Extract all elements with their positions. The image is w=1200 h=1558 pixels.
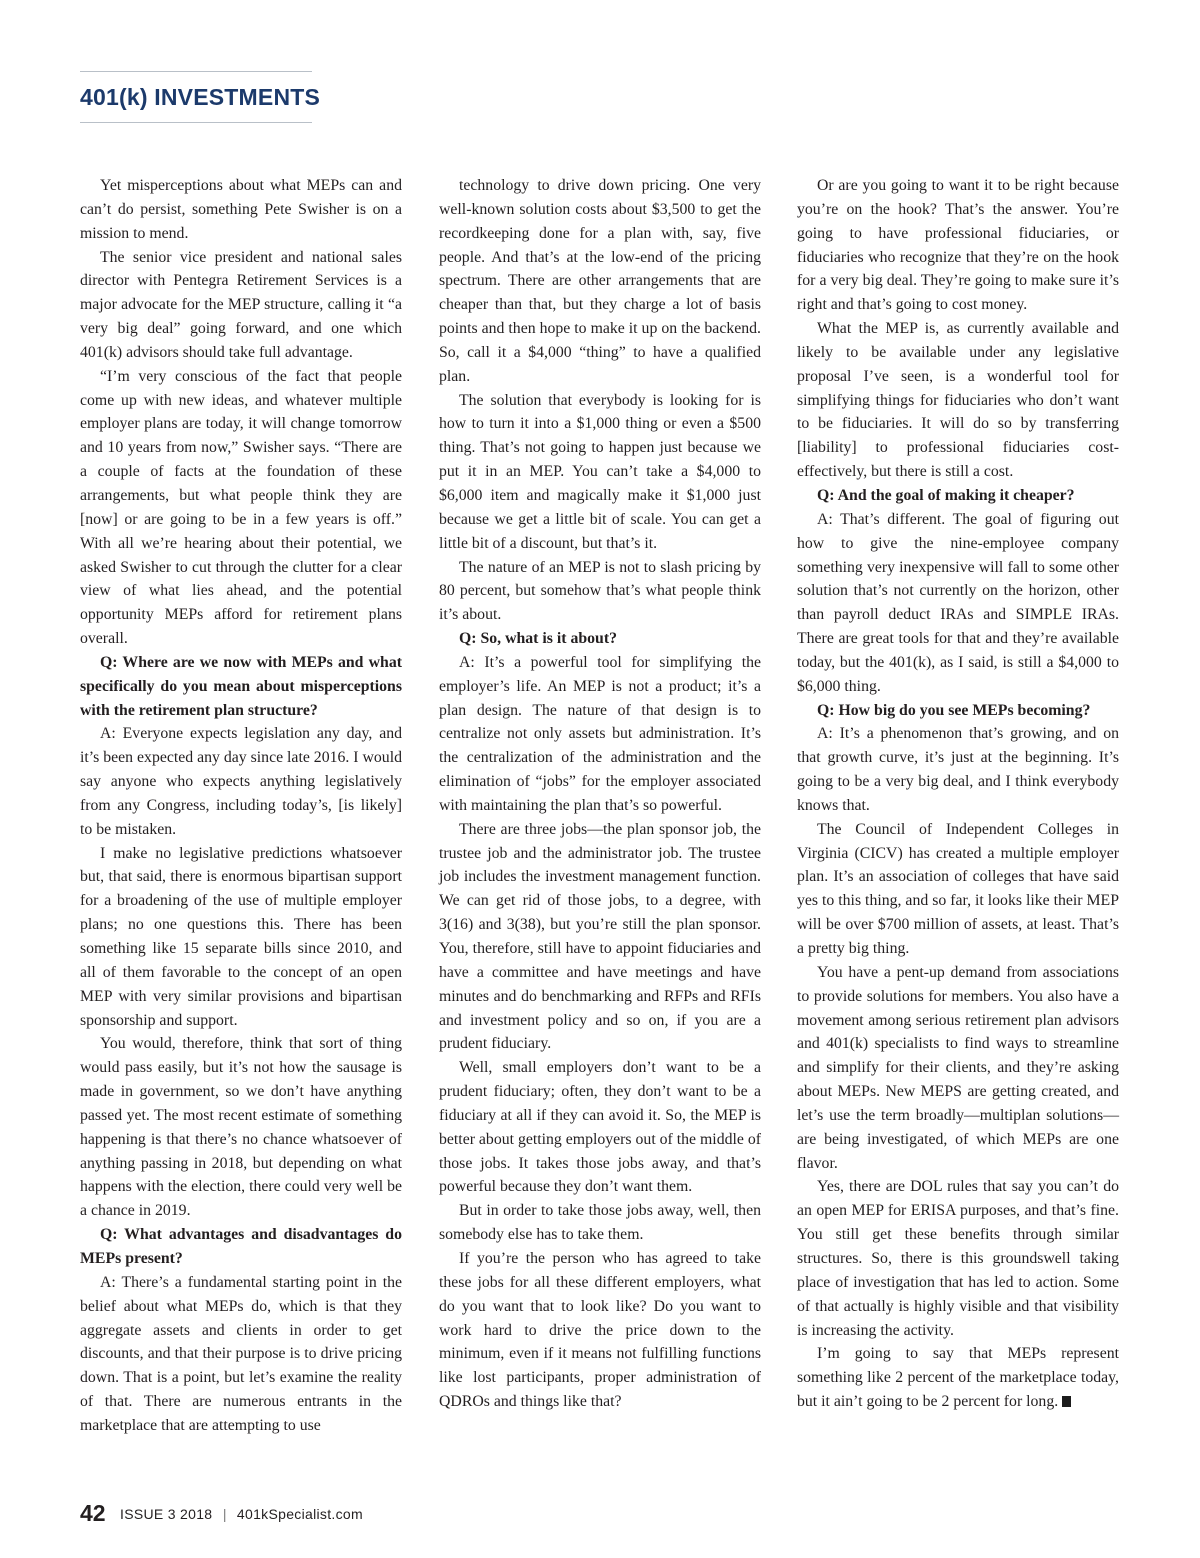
section-title: 401(k) INVESTMENTS xyxy=(80,84,321,110)
interview-question xyxy=(80,1223,402,1271)
paragraph-text: I’m going to say that MEPs represent something like 2 percent of the marketplace today, but it ain’t going to be 2 percent for long. xyxy=(797,1345,1119,1411)
paragraph-text: Well, small employers don’t want to be a prudent fiduciary; often, they don’t want to be a fiduciary at all if they can avoid it. So, the MEP is better about getting employers out of the middle of those jobs. It takes those jobs away, and that’s powerful because they don’t want them. xyxy=(439,1059,762,1196)
body-paragraph xyxy=(80,722,402,841)
paragraph-text: Yet misperceptions about what MEPs can and can’t do persist, something Pete Swisher is on a mission to mend. xyxy=(80,177,402,242)
paragraph-text: The senior vice president and national sales director with Pentegra Retirement Services is a major advocate for the MEP structure, calling it “a very big deal” going forward, and one which 401(k) advisors should take full advantage. xyxy=(80,248,402,361)
paragraph-text: But in order to take those jobs away, well, then somebody else has to take them. xyxy=(439,1202,761,1244)
paragraph-text: Q: How big do you see MEPs becoming? xyxy=(817,701,1091,719)
article-column-1 xyxy=(80,174,402,1438)
body-paragraph xyxy=(439,651,761,818)
paragraph-text: A: There’s a fundamental starting point in the belief about what MEPs do, which is that they aggregate assets and clients in order to get discounts, and that their purpose is to drive pricing down. That is a point, but let’s examine the reality of that. There are numerous entrants in the marketplace that are attempting to use xyxy=(80,1273,402,1434)
body-paragraph xyxy=(439,174,761,389)
body-paragraph xyxy=(797,961,1119,1176)
paragraph-text: A: That’s different. The goal of figuring out how to give the nine-employee company something very inexpensive will fall to some other solution that’s not currently on the horizon, other than payroll deduct IRAs and SIMPLE IRAs. There are great tools for that and they’re available today, but the 401(k), as I said, is still a $4,000 to $6,000 thing. xyxy=(797,510,1119,695)
website-link[interactable]: 401kSpecialist.com xyxy=(236,1506,363,1522)
paragraph-text: The Council of Independent Colleges in Virginia (CICV) has created a multiple employer plan. It’s an association of colleges that have said yes to this thing, and so far, it looks like their MEP will be over $700 million of assets, at least. That’s a pretty big thing. xyxy=(797,820,1119,957)
body-paragraph xyxy=(439,1056,761,1199)
body-paragraph xyxy=(439,1199,761,1247)
paragraph-text: A: It’s a powerful tool for simplifying the employer’s life. An MEP is not a product; it’s a plan design. The nature of that design is to centralize not only assets but administration. It’s the centralization of the administration and the elimination of “jobs” for the employer associated with maintaining the plan that’s so powerful. xyxy=(439,653,761,814)
paragraph-text: The solution that everybody is looking for is how to turn it into a $1,000 thing or even a $500 thing. That’s not going to happen just because we put it in an MEP. You can’t take a $4,000 to $6,000 item and magically make it $1,000 just because we get a little bit of scale. You can get a little bit of a discount, but that’s it. xyxy=(439,391,761,552)
body-paragraph xyxy=(439,556,761,628)
article-column-3 xyxy=(797,174,1119,1414)
interview-question xyxy=(797,484,1119,508)
body-paragraph xyxy=(80,365,402,651)
paragraph-text: A: Everyone expects legislation any day, and it’s been expected any day since late 2016. I would say anyone who expects anything legislatively from any Congress, including today’s, [is likely] to be mistaken. xyxy=(80,725,402,838)
body-paragraph xyxy=(797,722,1119,817)
body-paragraph xyxy=(439,389,761,556)
page-footer xyxy=(80,1500,363,1527)
paragraph-text: Q: And the goal of making it cheaper? xyxy=(817,486,1075,504)
body-paragraph xyxy=(797,818,1119,961)
paragraph-text: A: It’s a phenomenon that’s growing, and on that growth curve, it’s just at the beginning. It’s going to be a very big deal, and I think everybody knows that. xyxy=(797,725,1119,814)
body-paragraph xyxy=(797,317,1119,484)
paragraph-text: If you’re the person who has agreed to take these jobs for all these different employers, what do you want that to look like? Do you want to work hard to drive the price down to the minimum, even if it means not fulfilling functions like lost participants, proper administration of QDROs and things like that? xyxy=(439,1249,761,1411)
page-number: 42 xyxy=(80,1500,106,1526)
paragraph-text: You have a pent-up demand from associations to provide solutions for members. You also have a movement among serious retirement plan advisors and 401(k) specialists to find ways to streamline and simplify for their clients, and they’re asking about MEPs. New MEPS are getting created, and let’s use the term broadly—multiplan solutions—are being investigated, of which MEPs are one flavor. xyxy=(797,963,1119,1172)
body-paragraph xyxy=(80,842,402,1033)
body-paragraph xyxy=(80,1032,402,1223)
section-header xyxy=(80,71,321,123)
interview-question xyxy=(439,627,761,651)
body-paragraph xyxy=(439,1247,761,1414)
body-paragraph xyxy=(797,1342,1119,1414)
interview-question xyxy=(80,651,402,723)
body-paragraph xyxy=(439,818,761,1056)
paragraph-text: Q: So, what is it about? xyxy=(459,630,617,648)
footer-separator: | xyxy=(222,1506,227,1522)
paragraph-text: “I’m very conscious of the fact that people come up with new ideas, and whatever multiple employer plans are today, it will change tomorrow and 10 years from now,” Swisher says. “There are a couple of facts at the foundation of these arrangements, but what people think they are [now] or are going to be in a few years is off.” With all we’re hearing about their potential, we asked Swisher to cut through the clutter for a clear view of what lies ahead, and the potential opportunity MEPs afford for retirement plans overall. xyxy=(80,367,402,648)
paragraph-text: Yes, there are DOL rules that say you can’t do an open MEP for ERISA purposes, and that’s fine. You still get these benefits through similar structures. So, there is this groundswell taking place of investigation that has led to action. Some of that actually is highly visible and that visibility is increasing the activity. xyxy=(797,1178,1119,1339)
body-paragraph xyxy=(797,174,1119,317)
paragraph-text: The nature of an MEP is not to slash pricing by 80 percent, but somehow that’s what people think it’s about. xyxy=(439,558,761,624)
body-paragraph xyxy=(80,246,402,365)
paragraph-text: There are three jobs—the plan sponsor job, the trustee job and the administrator job. The trustee job includes the investment management function. We can get rid of those jobs, to a degree, with 3(16) and 3(38), but you’re still the plan sponsor. You, therefore, still have to appoint fiduciaries and have a committee and have meetings and have minutes and do benchmarking and RFPs and RFIs and investment policy and so on, if you are a prudent fiduciary. xyxy=(439,820,761,1053)
body-paragraph xyxy=(80,174,402,246)
paragraph-text: Or are you going to want it to be right because you’re on the hook? That’s the answer. You’re going to have professional fiduciaries, or fiduciaries who recognize that they’re on the hook for a very big deal. They’re going to make sure it’s right and that’s going to cost money. xyxy=(797,177,1119,314)
paragraph-text: What the MEP is, as currently available and likely to be available under any legislative proposal I’ve seen, is a wonderful tool for simplifying things for fiduciaries who don’t want to be fiduciaries. It will do so by transferring [liability] to professional fiduciaries cost-effectively, but there is still a cost. xyxy=(797,320,1119,481)
issue-label: ISSUE 3 2018 xyxy=(120,1506,213,1522)
paragraph-text: technology to drive down pricing. One very well-known solution costs about $3,500 to get the recordkeeping done for a plan with, say, five people. And that’s at the low-end of the pricing spectrum. There are other arrangements that are cheaper than that, but they charge a lot of basis points and then hope to make it up on the backend. So, call it a $4,000 “thing” to have a qualified plan. xyxy=(439,177,761,385)
body-paragraph xyxy=(797,1175,1119,1342)
body-paragraph xyxy=(80,1271,402,1438)
article-column-2 xyxy=(439,174,761,1414)
body-paragraph xyxy=(797,508,1119,699)
interview-question xyxy=(797,699,1119,723)
paragraph-text: I make no legislative predictions whatsoever but, that said, there is enormous bipartisan support for a broadening of the use of multiple employer plans; no one questions this. There has been something like 15 separate bills since 2010, and all of them favorable to the concept of an open MEP with very similar provisions and bipartisan sponsorship and support. xyxy=(80,844,402,1029)
paragraph-text: Q: What advantages and disadvantages do MEPs present? xyxy=(80,1226,402,1267)
end-of-article-icon xyxy=(1062,1396,1071,1407)
paragraph-text: Q: Where are we now with MEPs and what specifically do you mean about misperceptions with the retirement plan structure? xyxy=(80,653,402,719)
paragraph-text: You would, therefore, think that sort of thing would pass easily, but it’s not how the sausage is made in government, so we don’t have anything passed yet. The most recent estimate of something happening is that there’s no chance whatsoever of anything passing in 2018, but depending on what happens with the election, there could very well be a chance in 2019. xyxy=(80,1035,402,1220)
